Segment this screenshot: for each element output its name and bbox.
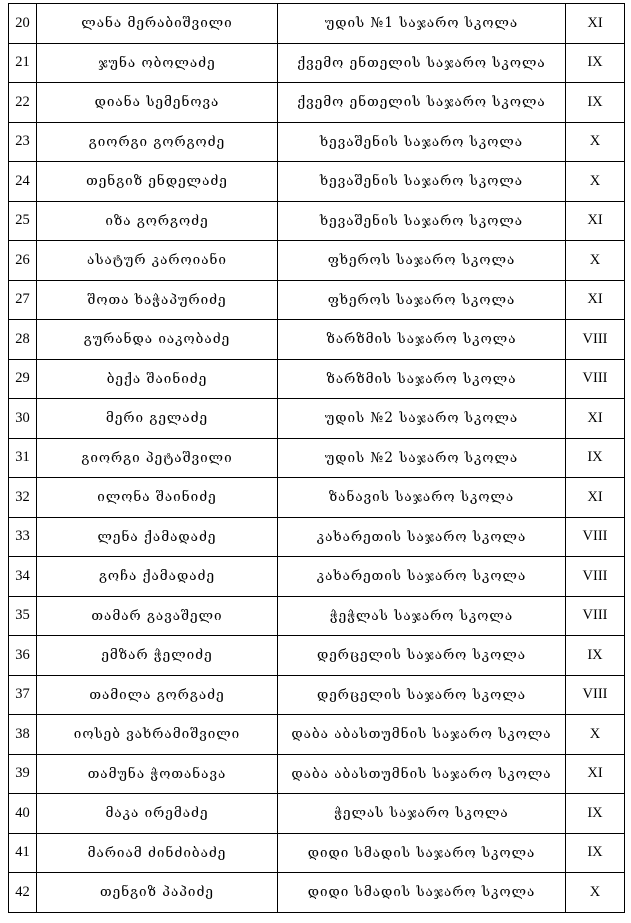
- school-name-cell: კახარეთის საჯარო სკოლა: [278, 557, 566, 597]
- school-name-cell: უდის №2 საჯარო სკოლა: [278, 399, 566, 439]
- grade-cell: VIII: [566, 517, 625, 557]
- student-name-cell: ბექა შაინიძე: [37, 359, 278, 399]
- row-number-cell: 33: [9, 517, 37, 557]
- student-name-cell: ლანა მერაბიშვილი: [37, 4, 278, 44]
- grade-cell: XI: [566, 478, 625, 518]
- student-name-cell: თამუნა ჭოთანავა: [37, 754, 278, 794]
- table-row: [9, 675, 625, 715]
- student-name-cell: ასატურ კაროიანი: [37, 241, 278, 281]
- grade-cell: VIII: [566, 320, 625, 360]
- school-name-cell: ფხეროს საჯარო სკოლა: [278, 241, 566, 281]
- row-number-cell: 42: [9, 873, 37, 913]
- student-name-cell: გიორგი პეტაშვილი: [37, 438, 278, 478]
- school-name-cell: ჭეჭლას საჯარო სკოლა: [278, 596, 566, 636]
- school-name-cell: ხევაშენის საჯარო სკოლა: [278, 162, 566, 202]
- grade-cell: IX: [566, 794, 625, 834]
- student-name-cell: ლენა ქამადაძე: [37, 517, 278, 557]
- school-name-cell: ფხეროს საჯარო სკოლა: [278, 280, 566, 320]
- student-name-cell: მერი გელაძე: [37, 399, 278, 439]
- grade-cell: VIII: [566, 359, 625, 399]
- school-name-cell: ხევაშენის საჯარო სკოლა: [278, 122, 566, 162]
- row-number-cell: 32: [9, 478, 37, 518]
- row-number-cell: 38: [9, 715, 37, 755]
- student-name-cell: შოთა ხაჭაპურიძე: [37, 280, 278, 320]
- school-name-cell: ზარზმის საჯარო სკოლა: [278, 359, 566, 399]
- student-name-cell: იოსებ ვახრამიშვილი: [37, 715, 278, 755]
- table-row: [9, 201, 625, 241]
- table-row: [9, 517, 625, 557]
- grade-cell: XI: [566, 399, 625, 439]
- table-row: [9, 162, 625, 202]
- school-name-cell: დიდი სმადის საჯარო სკოლა: [278, 873, 566, 913]
- table-row: [9, 754, 625, 794]
- school-name-cell: ჭელას საჯარო სკოლა: [278, 794, 566, 834]
- grade-cell: VIII: [566, 675, 625, 715]
- row-number-cell: 41: [9, 833, 37, 873]
- student-name-cell: გოჩა ქამადაძე: [37, 557, 278, 597]
- student-name-cell: იზა გორგოძე: [37, 201, 278, 241]
- school-name-cell: დაბა აბასთუმნის საჯარო სკოლა: [278, 715, 566, 755]
- student-name-cell: დიანა სემენოვა: [37, 83, 278, 123]
- row-number-cell: 22: [9, 83, 37, 123]
- row-number-cell: 31: [9, 438, 37, 478]
- row-number-cell: 27: [9, 280, 37, 320]
- student-name-cell: გურანდა იაკობაძე: [37, 320, 278, 360]
- table-row: [9, 359, 625, 399]
- school-name-cell: ხევაშენის საჯარო სკოლა: [278, 201, 566, 241]
- school-name-cell: დიდი სმადის საჯარო სკოლა: [278, 833, 566, 873]
- row-number-cell: 23: [9, 122, 37, 162]
- student-name-cell: თენგიზ პაპიძე: [37, 873, 278, 913]
- student-name-cell: თენგიზ ენდელაძე: [37, 162, 278, 202]
- school-name-cell: დერცელის საჯარო სკოლა: [278, 636, 566, 676]
- table-row: [9, 794, 625, 834]
- student-name-cell: თამარ გავაშელი: [37, 596, 278, 636]
- grade-cell: X: [566, 715, 625, 755]
- grade-cell: VIII: [566, 557, 625, 597]
- table-row: [9, 280, 625, 320]
- grade-cell: XI: [566, 280, 625, 320]
- grade-cell: XI: [566, 201, 625, 241]
- table-row: [9, 399, 625, 439]
- school-name-cell: უდის №2 საჯარო სკოლა: [278, 438, 566, 478]
- school-name-cell: ზანავის საჯარო სკოლა: [278, 478, 566, 518]
- grade-cell: X: [566, 241, 625, 281]
- table-row: [9, 833, 625, 873]
- table-row: [9, 241, 625, 281]
- table-row: [9, 715, 625, 755]
- student-name-cell: ჯუნა ობოლაძე: [37, 43, 278, 83]
- row-number-cell: 34: [9, 557, 37, 597]
- student-name-cell: მაკა ირემაძე: [37, 794, 278, 834]
- student-name-cell: მარიამ ძინძიბაძე: [37, 833, 278, 873]
- grade-cell: XI: [566, 4, 625, 44]
- grade-cell: IX: [566, 83, 625, 123]
- row-number-cell: 20: [9, 4, 37, 44]
- row-number-cell: 35: [9, 596, 37, 636]
- table-row: [9, 557, 625, 597]
- school-name-cell: კახარეთის საჯარო სკოლა: [278, 517, 566, 557]
- student-name-cell: ილონა შაინიძე: [37, 478, 278, 518]
- table-row: [9, 122, 625, 162]
- school-name-cell: ზარზმის საჯარო სკოლა: [278, 320, 566, 360]
- student-list-document: [8, 3, 624, 913]
- row-number-cell: 28: [9, 320, 37, 360]
- row-number-cell: 26: [9, 241, 37, 281]
- table-row: [9, 636, 625, 676]
- students-table-body: [9, 4, 625, 913]
- school-name-cell: დერცელის საჯარო სკოლა: [278, 675, 566, 715]
- row-number-cell: 30: [9, 399, 37, 439]
- school-name-cell: უდის №1 საჯარო სკოლა: [278, 4, 566, 44]
- grade-cell: IX: [566, 636, 625, 676]
- row-number-cell: 29: [9, 359, 37, 399]
- table-row: [9, 873, 625, 913]
- table-row: [9, 596, 625, 636]
- student-name-cell: ემზარ ჭელიძე: [37, 636, 278, 676]
- grade-cell: XI: [566, 754, 625, 794]
- row-number-cell: 36: [9, 636, 37, 676]
- school-name-cell: დაბა აბასთუმნის საჯარო სკოლა: [278, 754, 566, 794]
- row-number-cell: 37: [9, 675, 37, 715]
- grade-cell: IX: [566, 833, 625, 873]
- grade-cell: X: [566, 122, 625, 162]
- table-row: [9, 4, 625, 44]
- row-number-cell: 25: [9, 201, 37, 241]
- row-number-cell: 21: [9, 43, 37, 83]
- grade-cell: IX: [566, 43, 625, 83]
- school-name-cell: ქვემო ენთელის საჯარო სკოლა: [278, 43, 566, 83]
- table-row: [9, 83, 625, 123]
- grade-cell: IX: [566, 438, 625, 478]
- school-name-cell: ქვემო ენთელის საჯარო სკოლა: [278, 83, 566, 123]
- grade-cell: VIII: [566, 596, 625, 636]
- student-name-cell: გიორგი გორგოძე: [37, 122, 278, 162]
- table-row: [9, 438, 625, 478]
- row-number-cell: 39: [9, 754, 37, 794]
- table-row: [9, 320, 625, 360]
- grade-cell: X: [566, 873, 625, 913]
- table-row: [9, 43, 625, 83]
- table-row: [9, 478, 625, 518]
- student-name-cell: თამილა გორგაძე: [37, 675, 278, 715]
- row-number-cell: 24: [9, 162, 37, 202]
- students-table: [8, 3, 625, 913]
- row-number-cell: 40: [9, 794, 37, 834]
- grade-cell: X: [566, 162, 625, 202]
